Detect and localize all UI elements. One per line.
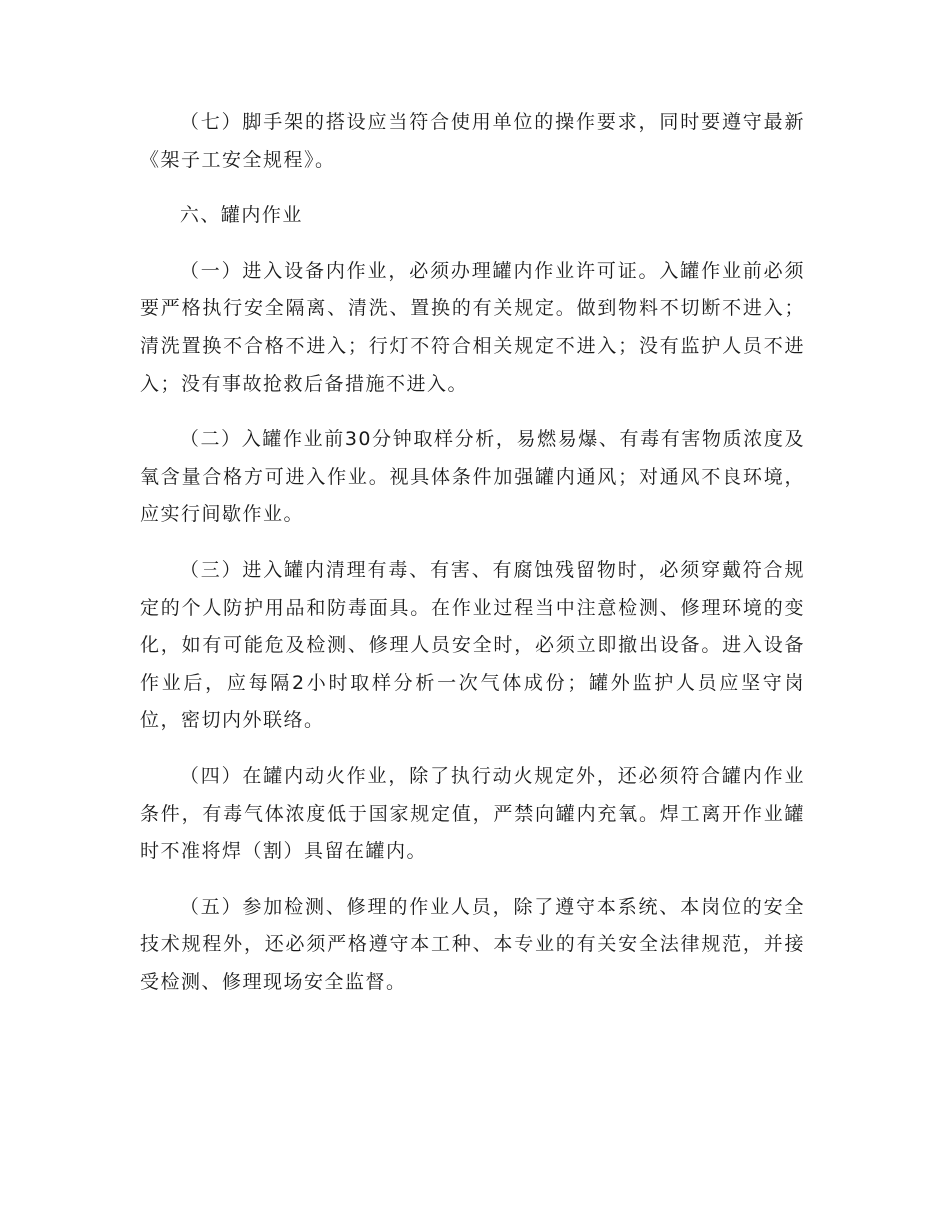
paragraph-gap (140, 179, 805, 197)
paragraph-gap (140, 403, 805, 421)
document-body (140, 104, 805, 1001)
paragraph-gap (140, 740, 805, 758)
paragraph-gap (140, 871, 805, 889)
paragraph-scaffold-rule-7: （七）脚手架的搭设应当符合使用单位的操作要求，同时要遵守最新《架子工安全规程》。 (140, 111, 805, 171)
paragraph-tank-rule-5: （五）参加检测、修理的作业人员，除了遵守本系统、本岗位的安全技术规程外，还必须严格遵守本工种、本专业的有关安全法律规范，并接受检测、修理现场安全监督。 (140, 895, 805, 993)
paragraph-tank-rule-4: （四）在罐内动火作业，除了执行动火规定外，还必须符合罐内作业条件，有毒气体浓度低于国家规定值，严禁向罐内充氧。焊工离开作业罐时不准将焊（割）具留在罐内。 (140, 764, 805, 863)
paragraph-gap (140, 534, 805, 552)
paragraph-tank-rule-2: （二）入罐作业前30分钟取样分析，易燃易爆、有毒有害物质浓度及氧含量合格方可进入作业。视具体条件加强罐内通风；对通风不良环境，应实行间歇作业。 (140, 428, 805, 526)
section-heading-tank-work: 六、罐内作业 (179, 204, 303, 227)
paragraph-gap (140, 235, 805, 253)
paragraph-tank-rule-1: （一）进入设备内作业，必须办理罐内作业许可证。入罐作业前必须要严格执行安全隔离、清洗、置换的有关规定。做到物料不切断不进入；清洗置换不合格不进入；行灯不符合相关规定不进入；没有监护人员不进入；没有事故抢救后备措施不进入。 (140, 259, 805, 395)
paragraph-tank-rule-3: （三）进入罐内清理有毒、有害、有腐蚀残留物时，必须穿戴符合规定的个人防护用品和防毒面具。在作业过程当中注意检测、修理环境的变化，如有可能危及检测、修理人员安全时，必须立即撤出设备。进入设备作业后，应每隔2小时取样分析一次气体成份；罐外监护人员应坚守岗位，密切内外联络。 (140, 558, 805, 732)
